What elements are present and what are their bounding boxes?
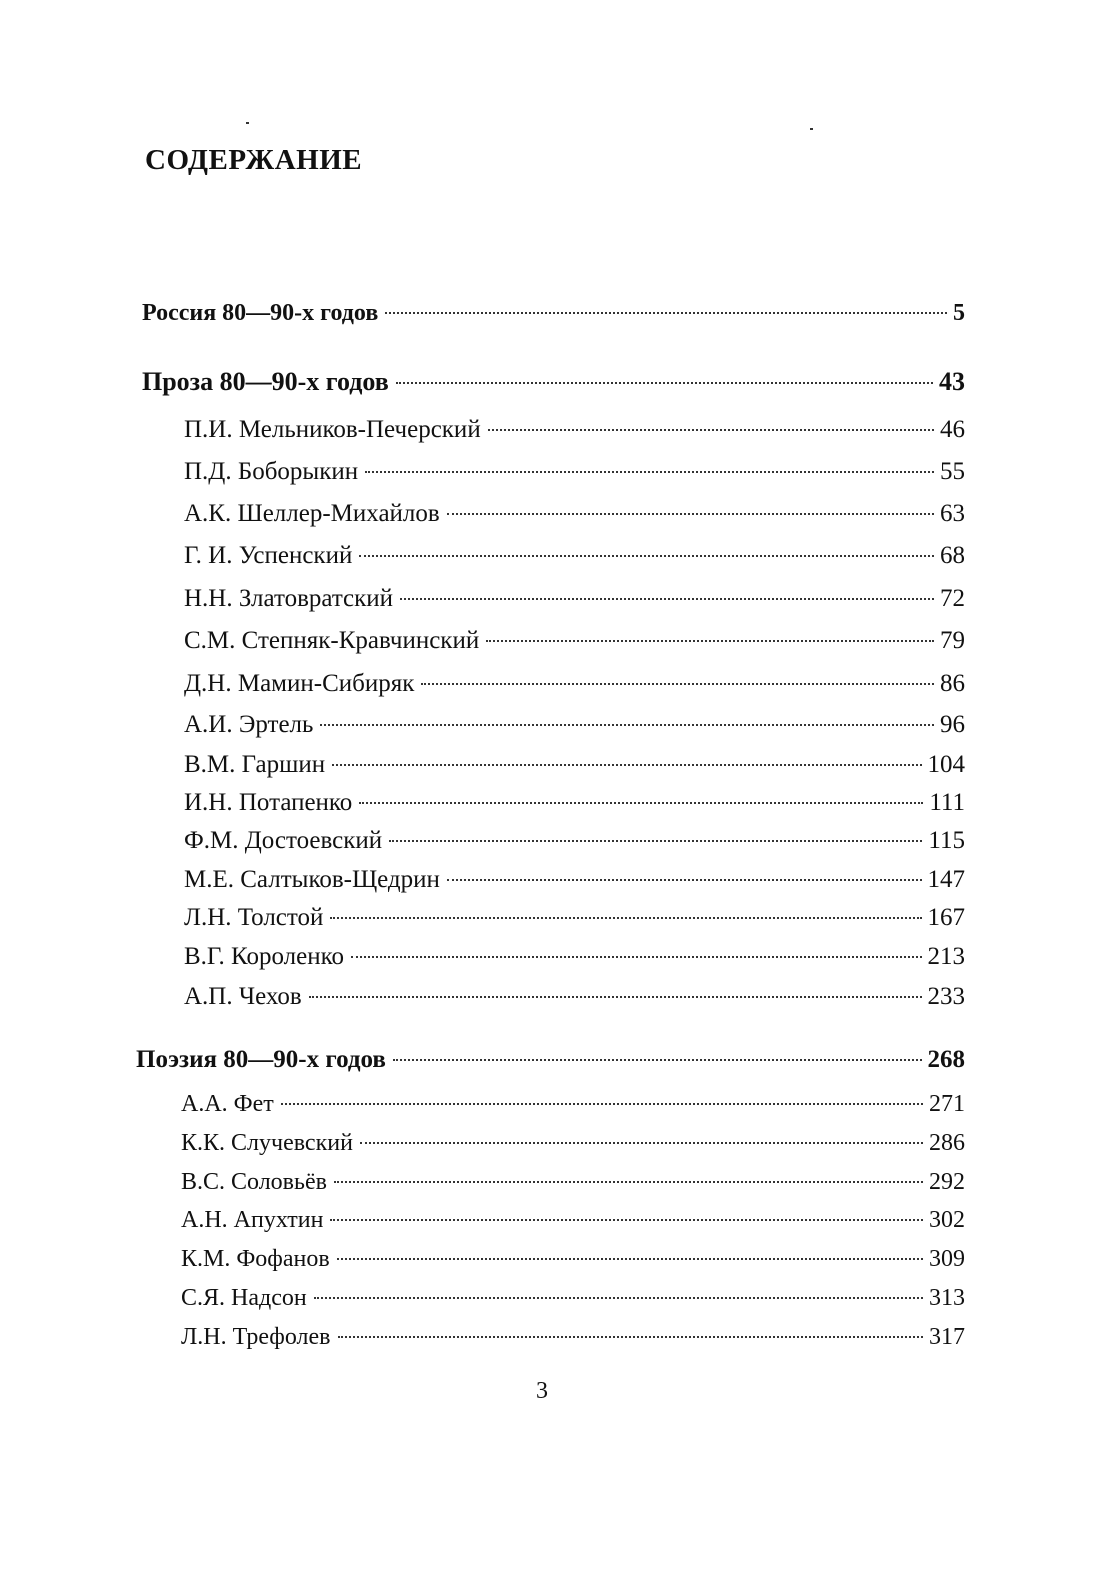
- toc-entry-page: 271: [929, 1091, 965, 1117]
- toc-entry: [181, 1203, 965, 1237]
- toc-entry-page: 86: [940, 670, 965, 697]
- dot-leader: [332, 764, 921, 766]
- toc-section-heading: [136, 1043, 965, 1077]
- toc-entry-title: А.К. Шеллер-Михайлов: [184, 500, 440, 527]
- toc-entry: [184, 940, 965, 974]
- dot-leader: [385, 312, 947, 314]
- toc-entry-title: В.М. Гаршин: [184, 751, 326, 778]
- toc-entry: [181, 1165, 965, 1199]
- toc-entry-title: Н.Н. Златовратский: [184, 585, 394, 612]
- toc-entry-title: К.М. Фофанов: [181, 1246, 330, 1272]
- toc-entry-page: 115: [928, 827, 965, 854]
- toc-entry-page: 104: [927, 751, 965, 778]
- dot-leader: [351, 956, 922, 958]
- toc-entry: [184, 624, 965, 658]
- toc-entry-page: 5: [953, 300, 965, 326]
- toc-entry-page: 167: [927, 904, 965, 931]
- toc-section-heading: [142, 365, 965, 399]
- toc-entry: [184, 497, 965, 531]
- toc-entry-page: 68: [940, 542, 965, 569]
- toc-entry-page: 43: [939, 367, 965, 396]
- toc-entry-title: Проза 80—90-х годов: [142, 367, 389, 396]
- dot-leader: [330, 1219, 923, 1221]
- dot-leader: [400, 598, 934, 600]
- dot-leader: [337, 1258, 923, 1260]
- dot-leader: [334, 1181, 923, 1183]
- toc-entry-page: 111: [929, 789, 965, 816]
- toc-entry-page: 309: [929, 1246, 965, 1272]
- toc-entry: [184, 786, 965, 820]
- dot-leader: [447, 513, 934, 515]
- toc-entry-title: М.Е. Салтыков-Щедрин: [184, 866, 440, 893]
- dot-leader: [338, 1336, 924, 1338]
- dot-leader: [421, 683, 934, 685]
- dot-leader: [447, 879, 922, 881]
- toc-entry-page: 302: [929, 1207, 965, 1233]
- toc-entry: [181, 1242, 965, 1276]
- toc-entry-page: 96: [940, 711, 965, 738]
- dot-leader: [389, 840, 922, 842]
- toc-entry-title: А.П. Чехов: [184, 983, 302, 1010]
- dot-leader: [320, 724, 934, 726]
- toc-entry-title: А.А. Фет: [181, 1091, 274, 1117]
- toc-entry: [184, 539, 965, 573]
- toc-entry: [184, 413, 965, 447]
- toc-entry-page: 46: [940, 416, 965, 443]
- dot-leader: [359, 802, 923, 804]
- page-number: 3: [536, 1378, 548, 1404]
- toc-entry-title: Д.Н. Мамин-Сибиряк: [184, 670, 415, 697]
- toc-entry-title: К.К. Случевский: [181, 1130, 353, 1156]
- toc-entry-title: Л.Н. Толстой: [184, 904, 324, 931]
- toc-entry-page: 268: [927, 1046, 965, 1073]
- toc-entry-title: В.Г. Короленко: [184, 943, 344, 970]
- toc-entry: [184, 824, 965, 858]
- toc-entry-page: 147: [927, 866, 965, 893]
- dot-leader: [360, 1142, 923, 1144]
- toc-entry: [184, 748, 965, 782]
- toc-entry-title: С.Я. Надсон: [181, 1285, 307, 1311]
- dot-leader: [393, 1059, 922, 1061]
- dot-leader: [365, 471, 934, 473]
- dot-leader: [486, 640, 934, 642]
- toc-entry-title: Ф.М. Достоевский: [184, 827, 383, 854]
- toc-entry-title: Россия 80—90-х годов: [142, 300, 379, 326]
- toc-entry-page: 286: [929, 1130, 965, 1156]
- toc-entry-page: 317: [929, 1324, 965, 1350]
- toc-entry-page: 213: [927, 943, 965, 970]
- toc-entry-title: Г. И. Успенский: [184, 542, 353, 569]
- toc-entry: [184, 455, 965, 489]
- toc-entry-title: С.М. Степняк-Кравчинский: [184, 627, 480, 654]
- toc-entry-title: И.Н. Потапенко: [184, 789, 353, 816]
- toc-entry: [184, 708, 965, 742]
- toc-entry-page: 55: [940, 458, 965, 485]
- toc-entry-title: В.С. Соловьёв: [181, 1169, 327, 1195]
- dot-leader: [330, 917, 921, 919]
- toc-entry-title: Л.Н. Трефолев: [181, 1324, 331, 1350]
- toc-entry-page: 233: [927, 983, 965, 1010]
- toc-entry-page: 313: [929, 1285, 965, 1311]
- toc-entry: [184, 667, 965, 701]
- toc-entry-page: 79: [940, 627, 965, 654]
- toc-entry: [181, 1281, 965, 1315]
- toc-section-heading: [142, 296, 965, 330]
- toc-entry: [181, 1087, 965, 1121]
- toc-entry: [184, 980, 965, 1014]
- toc-entry: [184, 901, 965, 935]
- toc-entry-title: А.И. Эртель: [184, 711, 314, 738]
- dot-leader: [281, 1103, 923, 1105]
- toc-entry-title: Поэзия 80—90-х годов: [136, 1046, 386, 1073]
- dot-leader: [309, 996, 922, 998]
- dot-leader: [396, 382, 933, 384]
- toc-entry-title: П.Д. Боборыкин: [184, 458, 359, 485]
- toc-entry-page: 63: [940, 500, 965, 527]
- toc-entry-page: 292: [929, 1169, 965, 1195]
- dot-leader: [359, 555, 934, 557]
- toc-entry: [181, 1126, 965, 1160]
- toc-entry: [184, 863, 965, 897]
- toc-entry-title: А.Н. Апухтин: [181, 1207, 324, 1233]
- dot-leader: [314, 1297, 923, 1299]
- toc-entry: [184, 582, 965, 616]
- toc-entry-title: П.И. Мельников-Печерский: [184, 416, 481, 443]
- toc-entry-page: 72: [940, 585, 965, 612]
- toc-entry: [181, 1320, 965, 1354]
- page-title: СОДЕРЖАНИЕ: [145, 144, 363, 176]
- dot-leader: [488, 429, 934, 431]
